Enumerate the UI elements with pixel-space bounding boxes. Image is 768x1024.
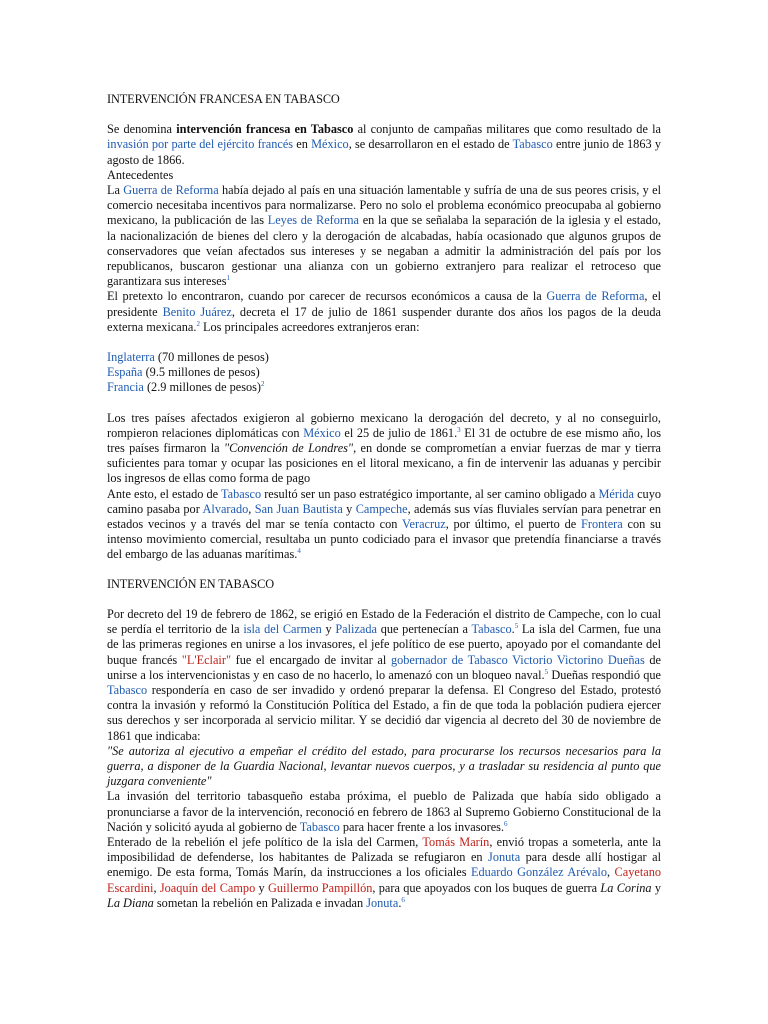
heading-intervencion-francesa: INTERVENCIÓN FRANCESA EN TABASCO bbox=[107, 92, 340, 106]
bold-term: intervención francesa en Tabasco bbox=[176, 122, 354, 137]
text: resultó ser un paso estratégico importante, al ser camino obligado a bbox=[261, 486, 599, 501]
text: había dejado al país en una situación lamentable y sufría de una de sus peores crisis, y el comercio necesitaba incentivos para normalizarse. Pero no solo el problema económico preocupaba al gobierno mexicano, la publicación de las bbox=[107, 183, 661, 228]
text: y bbox=[255, 880, 268, 895]
text: que pertenecían a bbox=[377, 622, 472, 637]
link-joaquin-del-campo[interactable]: Joaquín del Campo bbox=[159, 880, 256, 895]
footnote-ref[interactable]: 3 bbox=[457, 425, 461, 434]
text: El pretexto lo encontraron, cuando por carecer de recursos económicos a causa de la bbox=[107, 289, 547, 304]
italic-la-diana: La Diana bbox=[107, 895, 154, 910]
paragraph-rebelion bbox=[107, 835, 661, 911]
link-tabasco[interactable]: Tabasco bbox=[220, 486, 262, 501]
text: , bbox=[606, 865, 615, 880]
text: cuyo camino pasaba por bbox=[107, 486, 661, 516]
list-item bbox=[107, 380, 661, 395]
creditor-amount: (9.5 millones de pesos) bbox=[142, 365, 260, 380]
link-guerra-de-reforma[interactable]: Guerra de Reforma bbox=[123, 183, 219, 198]
text: con su intenso movimiento comercial, resultaba un punto codiciado para el invasor que pretendía financiarse a través del embargo de las aduanas marítimas. bbox=[107, 517, 662, 562]
link-tabasco[interactable]: Tabasco bbox=[107, 682, 148, 697]
link-francia[interactable]: Francia bbox=[107, 380, 144, 395]
paragraph-guerra-reforma bbox=[107, 183, 661, 289]
list-item bbox=[107, 350, 661, 365]
link-guillermo-pampillon[interactable]: Guillermo Pampillón bbox=[267, 880, 373, 895]
link-merida[interactable]: Mérida bbox=[598, 486, 634, 501]
footnote-ref[interactable]: 5 bbox=[544, 667, 549, 676]
link-leyes-de-reforma[interactable]: Leyes de Reforma bbox=[267, 213, 360, 228]
text: , por último, el puerto de bbox=[445, 517, 582, 532]
text: Se denomina bbox=[107, 122, 177, 137]
text: , para que apoyados con los buques de guerra bbox=[372, 880, 601, 895]
spacer bbox=[107, 335, 661, 350]
italic-la-corina: La Corina bbox=[600, 880, 652, 895]
link-tomas-marin[interactable]: Tomás Marín bbox=[422, 834, 490, 849]
spacer bbox=[107, 107, 661, 122]
text: y bbox=[321, 622, 336, 637]
text: La isla del Carmen, fue una de las primeras regiones en unirse a los invasores, el jefe político de ese puerto, apoyado por el comandante del buque francés bbox=[107, 622, 661, 667]
text: el 25 de julio de 1861. bbox=[340, 425, 458, 440]
text: La bbox=[107, 183, 124, 198]
text: en bbox=[293, 137, 312, 152]
text: . bbox=[511, 622, 515, 637]
link-palizada[interactable]: Palizada bbox=[335, 622, 377, 637]
link-isla-del-carmen[interactable]: isla del Carmen bbox=[243, 622, 322, 637]
text: de unirse a los intervencionistas y en caso de no hacerlo, lo amenazó con un bloqueo naval. bbox=[107, 652, 661, 682]
link-eduardo-gonzalez-arevalo[interactable]: Eduardo González Arévalo bbox=[471, 865, 607, 880]
text: sometan la rebelión en Palizada e invadan bbox=[153, 895, 367, 910]
link-espana[interactable]: España bbox=[107, 365, 143, 380]
link-cayetano-escardini[interactable]: Cayetano Escardini bbox=[107, 865, 661, 895]
link-san-juan-bautista[interactable]: San Juan Bautista bbox=[254, 501, 343, 516]
link-benito-juarez[interactable]: Benito Juárez bbox=[162, 304, 232, 319]
link-inglaterra[interactable]: Inglaterra bbox=[107, 350, 155, 365]
text: para desde allí hostigar al enemigo. De esta forma, Tomás Marín, da instrucciones a los oficiales bbox=[107, 850, 661, 880]
link-jonuta[interactable]: Jonuta bbox=[366, 895, 399, 910]
link-mexico[interactable]: México bbox=[303, 425, 341, 440]
link-invasion[interactable]: invasión por parte del ejército francés bbox=[107, 137, 294, 152]
list-item bbox=[107, 365, 661, 380]
link-jonuta[interactable]: Jonuta bbox=[488, 850, 521, 865]
paragraph-pretexto bbox=[107, 289, 661, 335]
footnote-ref[interactable]: 6 bbox=[401, 895, 405, 904]
footnote-ref[interactable]: 6 bbox=[504, 819, 508, 828]
footnote-ref[interactable]: 4 bbox=[297, 547, 301, 556]
link-mexico[interactable]: México bbox=[311, 137, 349, 152]
spacer bbox=[107, 396, 661, 411]
link-tabasco[interactable]: Tabasco bbox=[299, 819, 340, 834]
text: Los tres países afectados exigieron al gobierno mexicano la derogación del decreto, y al no conseguirlo, rompieron relaciones diplomáticas con bbox=[107, 410, 661, 440]
paragraph-decreto bbox=[107, 607, 661, 744]
text: y bbox=[342, 501, 356, 516]
footnote-ref[interactable]: 5 bbox=[514, 622, 519, 630]
document-body bbox=[107, 92, 661, 911]
subheading-antecedentes: Antecedentes bbox=[107, 167, 174, 182]
link-frontera[interactable]: Frontera bbox=[581, 517, 623, 532]
italic-convencion: "Convención de Londres" bbox=[223, 441, 354, 456]
text: , el presidente bbox=[107, 289, 661, 319]
text: , bbox=[248, 501, 255, 516]
link-campeche[interactable]: Campeche bbox=[355, 501, 408, 516]
text: , además sus vías fluviales servían para penetrar en estados vecinos y a través del mar se tenía contacto con bbox=[107, 501, 661, 532]
paragraph-invasion-palizada bbox=[107, 789, 661, 835]
text: Los principales acreedores extranjeros eran: bbox=[199, 319, 420, 334]
link-gobernador-duenas[interactable]: gobernador de Tabasco Victorio Victorino Dueñas bbox=[390, 652, 645, 667]
text: respondería en caso de ser invadido y ordenó preparar la defensa. El Congreso del Estado, protestó contra la invasión y reformó la Constitución Política del Estado, a fin de que toda la población pudiera ejercer sus derechos y ser incorporada al servicio militar. Y se decidió dar vigencia al decreto del 30 de noviembre de 1861 que indicaba: bbox=[107, 682, 661, 743]
creditor-amount: (2.9 millones de pesos) bbox=[143, 380, 262, 395]
paragraph-intro bbox=[107, 122, 661, 168]
link-tabasco[interactable]: Tabasco bbox=[512, 137, 553, 152]
text: al conjunto de campañas militares que como resultado de la bbox=[353, 122, 661, 137]
text: El 31 de octubre de ese mismo año, los tres países firmaron la bbox=[107, 425, 662, 456]
text: Dueñas respondió que bbox=[548, 667, 661, 682]
link-veracruz[interactable]: Veracruz bbox=[402, 517, 446, 532]
spacer bbox=[107, 563, 661, 577]
text: La invasión del territorio tabasqueño estaba próxima, el pueblo de Palizada que había sido obligado a pronunciarse a favor de la intervención, reconoció en febrero de 1863 al Supremo Gobierno Constitucional de la Nación y solicitó ayuda al gobierno de bbox=[107, 789, 661, 834]
link-guerra-de-reforma[interactable]: Guerra de Reforma bbox=[546, 289, 645, 304]
text: , envió tropas a someterla, ante la imposibilidad de defenderse, los habitantes de Palizada se refugiaron en bbox=[107, 834, 661, 865]
creditor-list bbox=[107, 350, 661, 396]
text: y bbox=[651, 880, 661, 895]
text: para hacer frente a los invasores. bbox=[339, 819, 505, 834]
footnote-ref[interactable]: 2 bbox=[196, 319, 200, 328]
text: , se desarrollaron en el estado de bbox=[348, 137, 513, 152]
paragraph-paso-estrategico bbox=[107, 487, 661, 563]
text: fue el encargado de invitar al bbox=[230, 652, 391, 667]
link-l-eclair[interactable]: "L'Eclair" bbox=[181, 652, 231, 667]
spacer bbox=[107, 592, 661, 607]
text: . bbox=[398, 895, 402, 910]
text: entre junio de 1863 y agosto de 1866. bbox=[107, 137, 661, 167]
text: Ante esto, el estado de bbox=[107, 486, 221, 501]
text: , decreta el 17 de julio de 1861 suspender durante dos años los pagos de la deuda externa mexicana. bbox=[107, 304, 661, 334]
paragraph-convencion-londres bbox=[107, 411, 661, 487]
text: , en donde se comprometían a enviar fuerzas de mar y tierra suficientes para tomar y ocupar las posiciones en el litoral mexicano, a fin de intervenir las aduanas y percibir los ingresos de ellas como forma de pago bbox=[107, 441, 662, 486]
footnote-ref[interactable]: 2 bbox=[261, 380, 265, 389]
footnote-ref[interactable]: 1 bbox=[226, 274, 230, 283]
quote-decreto: "Se autoriza al ejecutivo a empeñar el crédito del estado, para procurarse los recursos necesarios para la guerra, a disponer de la Guardia Nacional, levantar nuevos cuerpos, y a trasladar su residencia al punto que juzgara conveniente" bbox=[107, 743, 661, 789]
text: en la que se señalaba la separación de la iglesia y el estado, la nacionalización de bienes del clero y la derogación de alcabadas, había ocasionado que algunos grupos de conservadores que veían afectados sus intereses y se negaban a admitir la administración del país por los republicanos, buscaron gestionar una alianza con un gobierno extranjero para realizar el retroceso que garantizara sus intereses bbox=[107, 213, 661, 289]
link-tabasco[interactable]: Tabasco bbox=[471, 622, 512, 637]
text: Enterado de la rebelión el jefe político de la isla del Carmen, bbox=[107, 834, 423, 849]
creditor-amount: (70 millones de pesos) bbox=[154, 350, 269, 365]
text: Por decreto del 19 de febrero de 1862, se erigió en Estado de la Federación el distrito de Campeche, con lo cual se perdía el territorio de la bbox=[107, 606, 661, 637]
link-alvarado[interactable]: Alvarado bbox=[202, 501, 249, 516]
text: , bbox=[153, 880, 160, 895]
heading-intervencion-tabasco: INTERVENCIÓN EN TABASCO bbox=[107, 576, 274, 591]
